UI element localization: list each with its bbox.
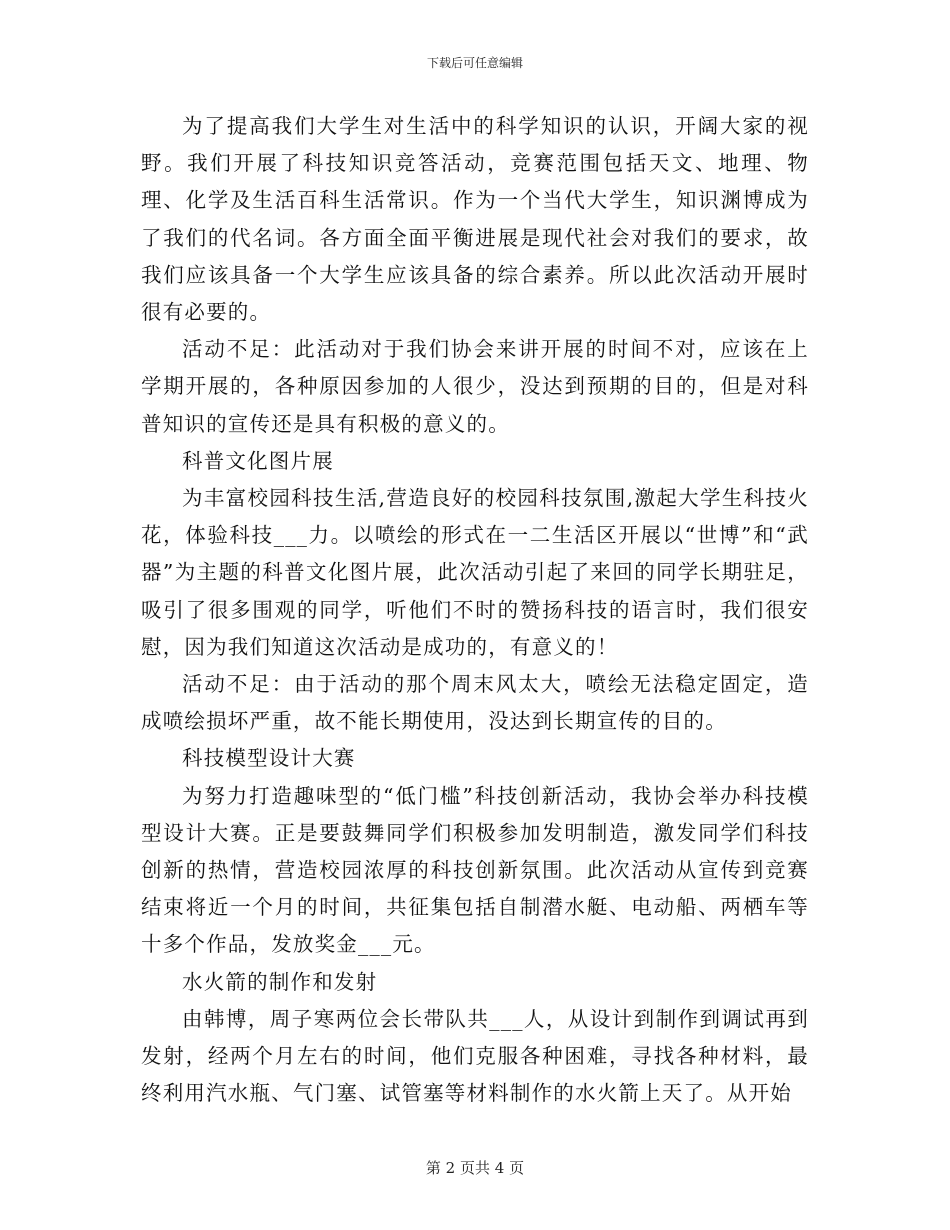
- section-heading-picture-exhibition: 科普文化图片展: [182, 448, 334, 473]
- paragraph-quiz-shortcomings: 活动不足：此活动对于我们协会来讲开展的时间不对，应该在上学期开展的，各种原因参加的人很少，没达到预期的目的，但是对科普知识的宣传还是具有积极的意义的。: [141, 337, 809, 436]
- page-header: 下载后可任意编辑: [426, 56, 523, 70]
- section-heading-model-design-contest: 科技模型设计大赛: [182, 746, 356, 771]
- page-footer: 第 2 页共 4 页: [425, 1159, 525, 1177]
- paragraph-water-rocket: 由韩博，周子寒两位会长带队共___人，从设计到制作到调试再到发射，经两个月左右的时间，他们克服各种困难，寻找各种材料，最终利用汽水瓶、气门塞、试管塞等材料制作的水火箭上天了。从开始: [141, 1006, 809, 1106]
- paragraph-model-design-contest: 为努力打造趣味型的“低门槛”科技创新活动，我协会举办科技模型设计大赛。正是要鼓舞同学们积极参加发明制造，激发同学们科技创新的热情，营造校园浓厚的科技创新氛围。此次活动从宣传到竞赛结束将近一个月的时间，共征集包括自制潜水艇、电动船、两栖车等十多个作品，发放奖金___元。: [141, 783, 809, 957]
- paragraph-picture-exhibition: 为丰富校园科技生活,营造良好的校园科技氛围,激起大学生科技火花，体验科技___力。以喷绘的形式在一二生活区开展以“世博”和“武器”为主题的科普文化图片展，此次活动引起了来回的同学长期驻足，吸引了很多围观的同学，听他们不时的赞扬科技的语言时，我们很安慰，因为我们知道这次活动是成功的，有意义的！: [141, 486, 809, 659]
- section-heading-water-rocket: 水火箭的制作和发射: [182, 969, 378, 994]
- paragraph-science-knowledge-quiz: 为了提高我们大学生对生活中的科学知识的认识，开阔大家的视野。我们开展了科技知识竞答活动，竞赛范围包括天文、地理、物理、化学及生活百科生活常识。作为一个当代大学生，知识渊博成为了我们的代名词。各方面全面平衡进展是现代社会对我们的要求，故我们应该具备一个大学生应该具备的综合素养。所以此次活动开展时很有必要的。: [141, 114, 809, 325]
- paragraph-exhibition-shortcomings: 活动不足：由于活动的那个周末风太大，喷绘无法稳定固定，造成喷绘损坏严重，故不能长期使用，没达到长期宣传的目的。: [141, 672, 809, 734]
- document-body: [141, 108, 809, 1112]
